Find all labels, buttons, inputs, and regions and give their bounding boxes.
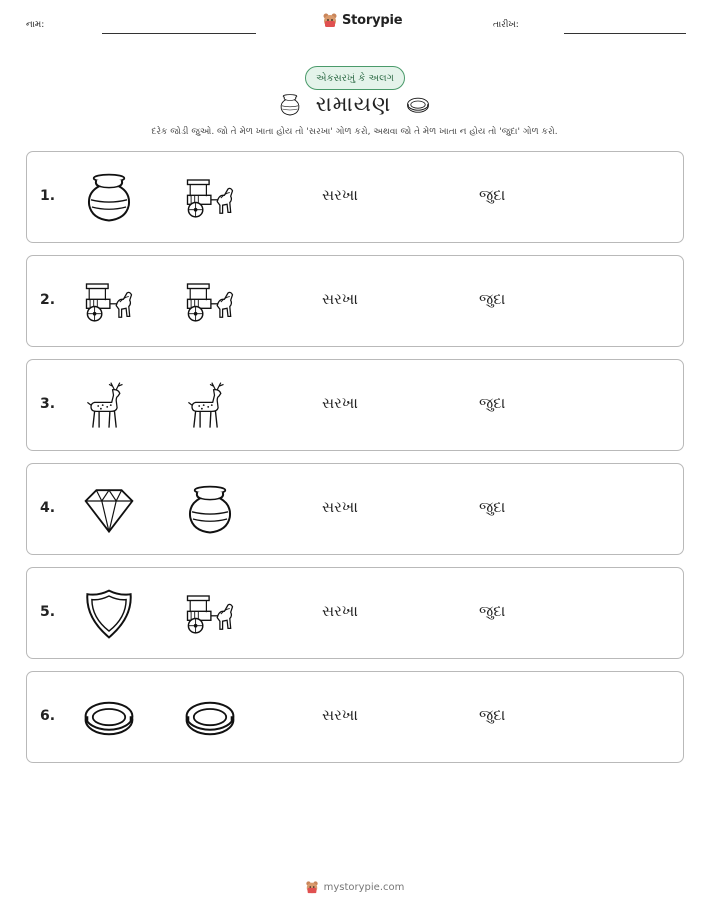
pot-icon bbox=[182, 483, 238, 537]
question-row-2 bbox=[26, 255, 684, 347]
question-row-3 bbox=[26, 359, 684, 451]
same-option[interactable]: સરખા bbox=[322, 186, 358, 204]
chariot-icon bbox=[182, 171, 238, 225]
question-number: 6. bbox=[40, 708, 56, 724]
footer bbox=[0, 880, 709, 894]
title-row bbox=[0, 92, 709, 117]
instruction-text: દરેક જોડી જુઓ. જો તે મેળ ખાતા હોય તો 'સરખા' ગોળ કરો, અથવા જો તે મેળ ખાતા ન હોય તો 'જુદા' ગોળ કરો. bbox=[151, 127, 558, 137]
different-option[interactable]: જુદા bbox=[479, 602, 506, 620]
ring-icon bbox=[81, 691, 137, 745]
deer-icon bbox=[81, 379, 137, 433]
shield-icon bbox=[81, 587, 137, 641]
footer-url[interactable]: mystorypie.com bbox=[323, 881, 405, 893]
ring-icon bbox=[405, 93, 431, 117]
chariot-icon bbox=[182, 587, 238, 641]
worksheet-type-badge: એકસરખું કે અલગ bbox=[305, 66, 405, 90]
different-option[interactable]: જુદા bbox=[479, 394, 506, 412]
deer-icon bbox=[182, 379, 238, 433]
diamond-icon bbox=[81, 483, 137, 537]
question-row-4 bbox=[26, 463, 684, 555]
date-field-line[interactable] bbox=[564, 33, 686, 34]
bear-mascot-icon bbox=[322, 12, 338, 28]
chariot-icon bbox=[81, 275, 137, 329]
same-option[interactable]: સરખા bbox=[322, 290, 358, 308]
different-option[interactable]: જુદા bbox=[479, 498, 506, 516]
date-label: તારીખ: bbox=[493, 20, 519, 30]
different-option[interactable]: જુદા bbox=[479, 706, 506, 724]
question-row-1 bbox=[26, 151, 684, 243]
brand-name: Storypie bbox=[342, 12, 403, 28]
name-field-line[interactable] bbox=[102, 33, 256, 34]
question-number: 2. bbox=[40, 292, 56, 308]
bear-mascot-icon bbox=[305, 880, 319, 894]
different-option[interactable]: જુદા bbox=[479, 290, 506, 308]
question-number: 5. bbox=[40, 604, 56, 620]
same-option[interactable]: સરખા bbox=[322, 706, 358, 724]
question-number: 4. bbox=[40, 500, 56, 516]
question-number: 3. bbox=[40, 396, 56, 412]
brand-logo bbox=[322, 12, 402, 28]
ring-icon bbox=[182, 691, 238, 745]
chariot-icon bbox=[182, 275, 238, 329]
worksheet-title: રામાયણ bbox=[315, 92, 392, 116]
same-option[interactable]: સરખા bbox=[322, 498, 358, 516]
question-row-6 bbox=[26, 671, 684, 763]
pot-icon bbox=[278, 93, 302, 117]
pot-icon bbox=[81, 171, 137, 225]
different-option[interactable]: જુદા bbox=[479, 186, 506, 204]
question-row-5 bbox=[26, 567, 684, 659]
question-number: 1. bbox=[40, 188, 56, 204]
name-label: નામ: bbox=[26, 20, 45, 30]
same-option[interactable]: સરખા bbox=[322, 394, 358, 412]
same-option[interactable]: સરખા bbox=[322, 602, 358, 620]
